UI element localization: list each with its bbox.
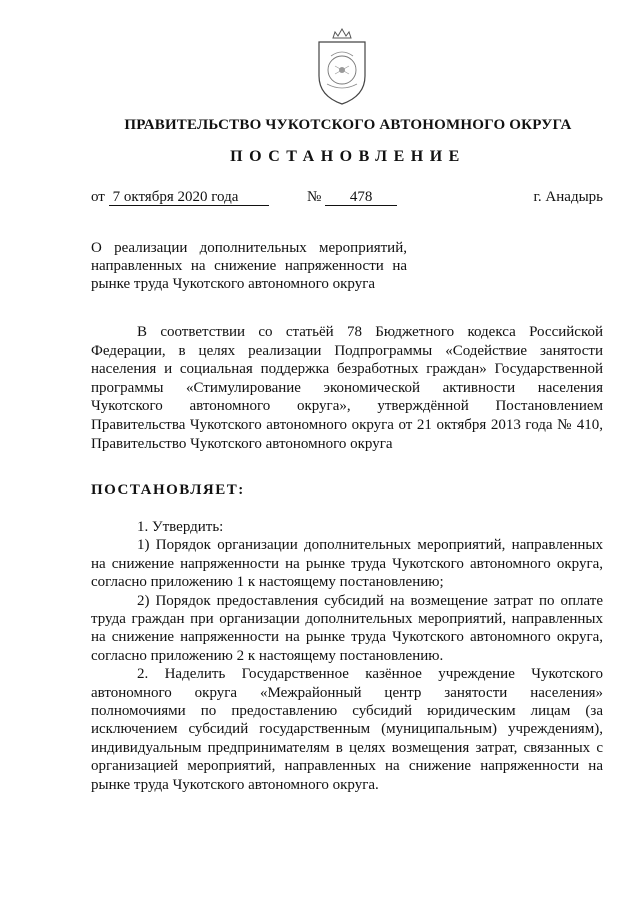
coat-of-arms-icon (313, 26, 371, 106)
date-value: 7 октября 2020 года (109, 189, 269, 206)
date-block (91, 189, 269, 206)
number-value: 478 (325, 189, 397, 206)
item-1-1: 1) Порядок организации дополнительных мероприятий, направленных на снижение напряженности на рынке труда Чукотского автономного округа, согласно приложению 1 к настоящему постановлению; (91, 537, 603, 591)
number-block (307, 189, 397, 206)
number-sign: № (307, 189, 322, 205)
item-1: 1. Утвердить: (137, 519, 224, 535)
date-prefix: от (91, 189, 105, 205)
item-2: 2. Наделить Государственное казённое учреждение Чукотского автономного округа «Межрайонный центр занятости населения» полномочиями по предоставлению субсидий юридическим лицам (за исключением субсидий государственным (муниципальным) учреждениям), индивидуальным предпринимателям в целях возмещения затрат, связанных с организацией мероприятий, направленных на снижение напряженности на рынке труда Чукотского автономного округа. (91, 666, 603, 793)
preamble (91, 323, 603, 453)
document-type: ПОСТАНОВЛЕНИЕ (230, 148, 466, 165)
resolution-items (91, 518, 603, 794)
organization-title: ПРАВИТЕЛЬСТВО ЧУКОТСКОГО АВТОНОМНОГО ОКРУГА (124, 117, 572, 133)
item-1-2: 2) Порядок предоставления субсидий на возмещение затрат по оплате труда граждан при организации дополнительных мероприятий, направленных на снижение напряженности на рынке труда Чукотского автономного округа, согласно приложению 2 к настоящему постановлению. (91, 592, 603, 664)
preamble-paragraph: В соответствии со статьёй 78 Бюджетного кодекса Российской Федерации, в целях реализации Подпрограммы «Содействие занятости населения и социальная поддержка безработных граждан» Государственной программы «Стимулирование экономической активности населения Чукотского автономного округа», утверждённой Постановлением Правительства Чукотского автономного округа от 21 октября 2013 года № 410, Правительство Чукотского автономного округа (91, 324, 603, 452)
resolve-heading: ПОСТАНОВЛЯЕТ: (91, 482, 245, 498)
city: г. Анадырь (533, 189, 603, 205)
document-subject: О реализации дополнительных мероприятий, направленных на снижение напряженности на рынке труда Чукотского автономного округа (91, 240, 407, 292)
